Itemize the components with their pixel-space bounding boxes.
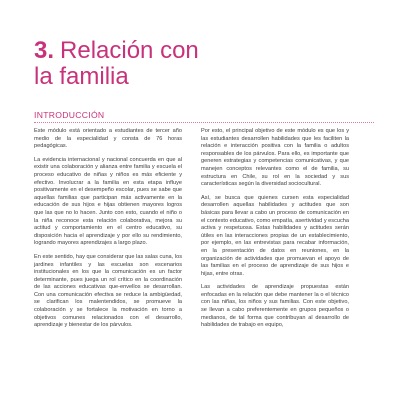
chapter-title (34, 38, 374, 90)
section-divider (34, 122, 374, 123)
paragraph: Por esto, el principal objetivo de este módulo es que los y las estudiantes desarrollen habilidades que les faciliten la relación e interacción positiva con la familia o adultos responsables de los párvulos. Para ello, es importante que generen estrategias y competencias comunicativas, y que manejen conceptos relevantes como el de familia, su estructura en Chile, su rol en la sociedad y sus características según la diversidad sociocultural. (201, 128, 349, 188)
chapter-title-text-1: Relación con (60, 37, 199, 64)
left-text-column (34, 128, 182, 336)
paragraph: La evidencia internacional y nacional concuerda en que al existir una colaboración y alianza entre familia y escuela el proceso educativo de niñas y niños es más eficiente y efectivo. Involucrar a la familia en esta etapa influye positivamente en el desempeño escolar, pues se sabe que aquellas familias que participan más activamente en la educación de sus hijos e hijas obtienen mayores logros que las que no lo hacen. Junto con esto, cuando el niño o la niña reconoce esta relación colaborativa, mejora su actitud y comportamiento en el centro educativo, su disposición hacia el aprendizaje y por ello su rendimiento, logrando mayores aprendizajes a largo plazo. (34, 156, 182, 247)
paragraph: Así, se busca que quienes cursen esta especialidad desarrollen aquellas habilidades y actitudes que son básicas para llevar a cabo un proceso de comunicación en el contexto educativo, como empatía, asertividad y escucha activa y respetuosa. Estas habilidades y actitudes serán útiles en las interacciones propias de un establecimiento, por ejemplo, en las entrevistas para recabar información, en la presentación de datos en reuniones, en la organización de actividades que promuevan el apoyo de las familias en el proceso de aprendizaje de sus hijos e hijas, entre otras. (201, 194, 350, 277)
chapter-number: 3. (34, 37, 55, 64)
chapter-title-text-2: la familia (34, 63, 129, 90)
paragraph: Este módulo está orientado a estudiantes de tercer año medio de la especialidad y consta de 76 horas pedagógicas. (34, 128, 182, 150)
right-text-column (201, 128, 349, 336)
paragraph: En este sentido, hay que considerar que las salas cuna, los jardines infantiles y las escuelas son escenarios institucionales en los que la comunicación es un factor determinante, pues juega un rol crítico en la coordinación de las acciones educativas que-envellos se desarrollan. Con una comunicación efectiva se reduce la ambigüedad, se clarifican los malentendidos, se promueve la colaboración y se fortalece la motivación en torno a objetivos comunes relacionados con el desarrollo, aprendizaje y bienestar de los párvulos. (34, 253, 182, 329)
section-heading: INTRODUCCIÓN (34, 110, 105, 120)
paragraph: Las actividades de aprendizaje propuestas están enfocadas en la relación que debe mantener la o el técnico con las niñas, los niños y sus familias. Con este objetivo, se llevan a cabo preferentemente en grupos pequeños o medianos, de tal forma que contribuyan al desarrollo de habilidades de trabajo en equipo, (201, 284, 349, 329)
chapter-title-line1 (34, 38, 374, 64)
